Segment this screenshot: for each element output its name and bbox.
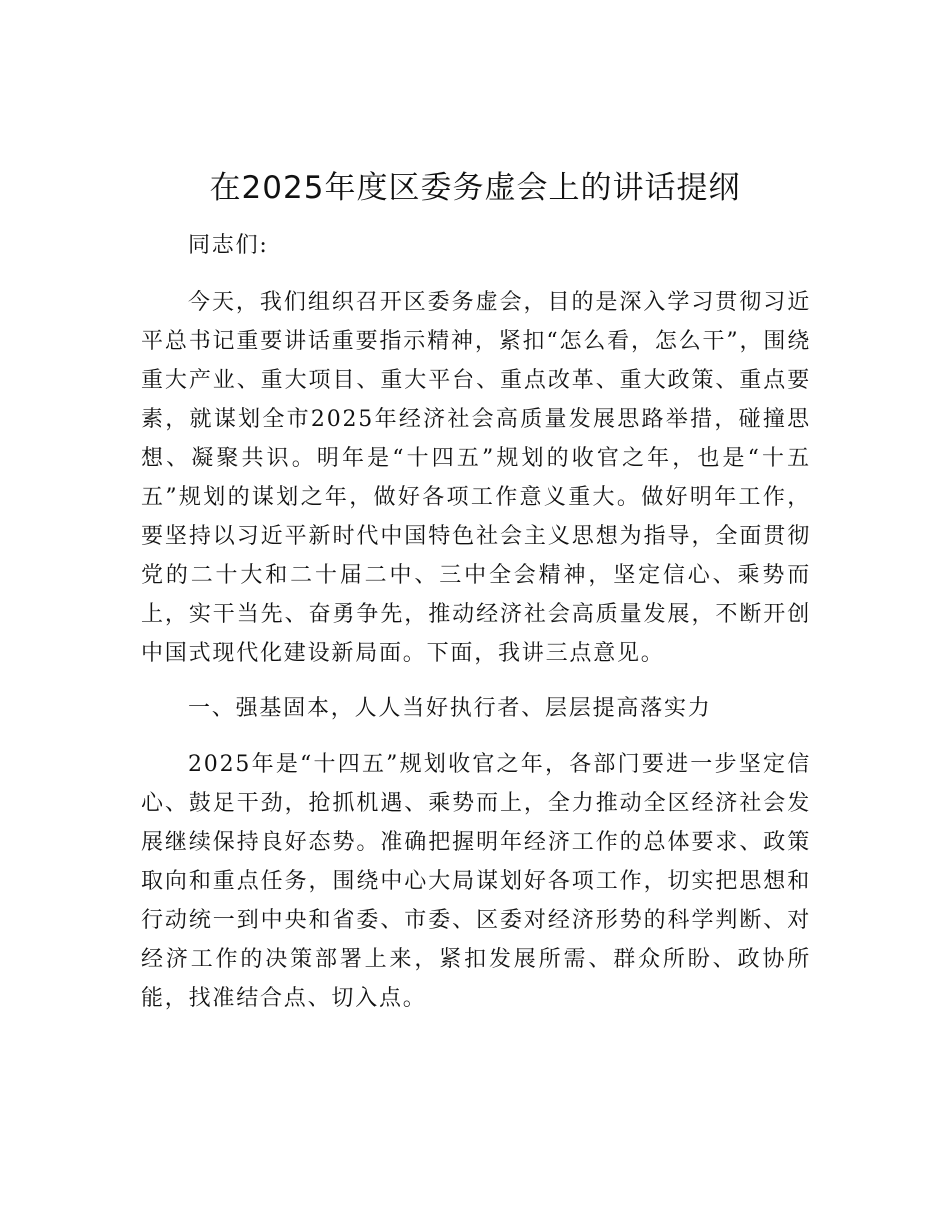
opening-paragraph: 今天，我们组织召开区委务虚会，目的是深入学习贯彻习近平总书记重要讲话重要指示精神，紧扣“怎么看，怎么干”，围绕重大产业、重大项目、重大平台、重点改革、重大政策、重点要素，就谋划全市2025年经济社会高质量发展思路举措，碰撞思想、凝聚共识。明年是“十四五”规划的收官之年，也是“十五五”规划的谋划之年，做好各项工作意义重大。做好明年工作，要坚持以习近平新时代中国特色社会主义思想为指导，全面贯彻党的二十大和二十届二中、三中全会精神，坚定信心、乘势而上，实干当先、奋勇争先，推动经济社会高质量发展，不断开创中国式现代化建设新局面。下面，我讲三点意见。 (141, 290, 811, 666)
section-1-paragraph: 2025年是“十四五”规划收官之年，各部门要进一步坚定信心、鼓足干劲，抢抓机遇、乘势而上，全力推动全区经济社会发展继续保持良好态势。准确把握明年经济工作的总体要求、政策取向和重点任务，围绕中心大局谋划好各项工作，切实把思想和行动统一到中央和省委、市委、区委对经济形势的科学判断、对经济工作的决策部署上来，紧扣发展所需、群众所盼、政协所能，找准结合点、切入点。 (141, 752, 811, 1011)
salutation: 同志们: (188, 233, 269, 258)
document-title: 在2025年度区委务虚会上的讲话提纲 (209, 170, 741, 206)
document-body (141, 226, 811, 1018)
section-heading-1: 一、强基固本，人人当好执行者、层层提高落实力 (188, 696, 712, 721)
